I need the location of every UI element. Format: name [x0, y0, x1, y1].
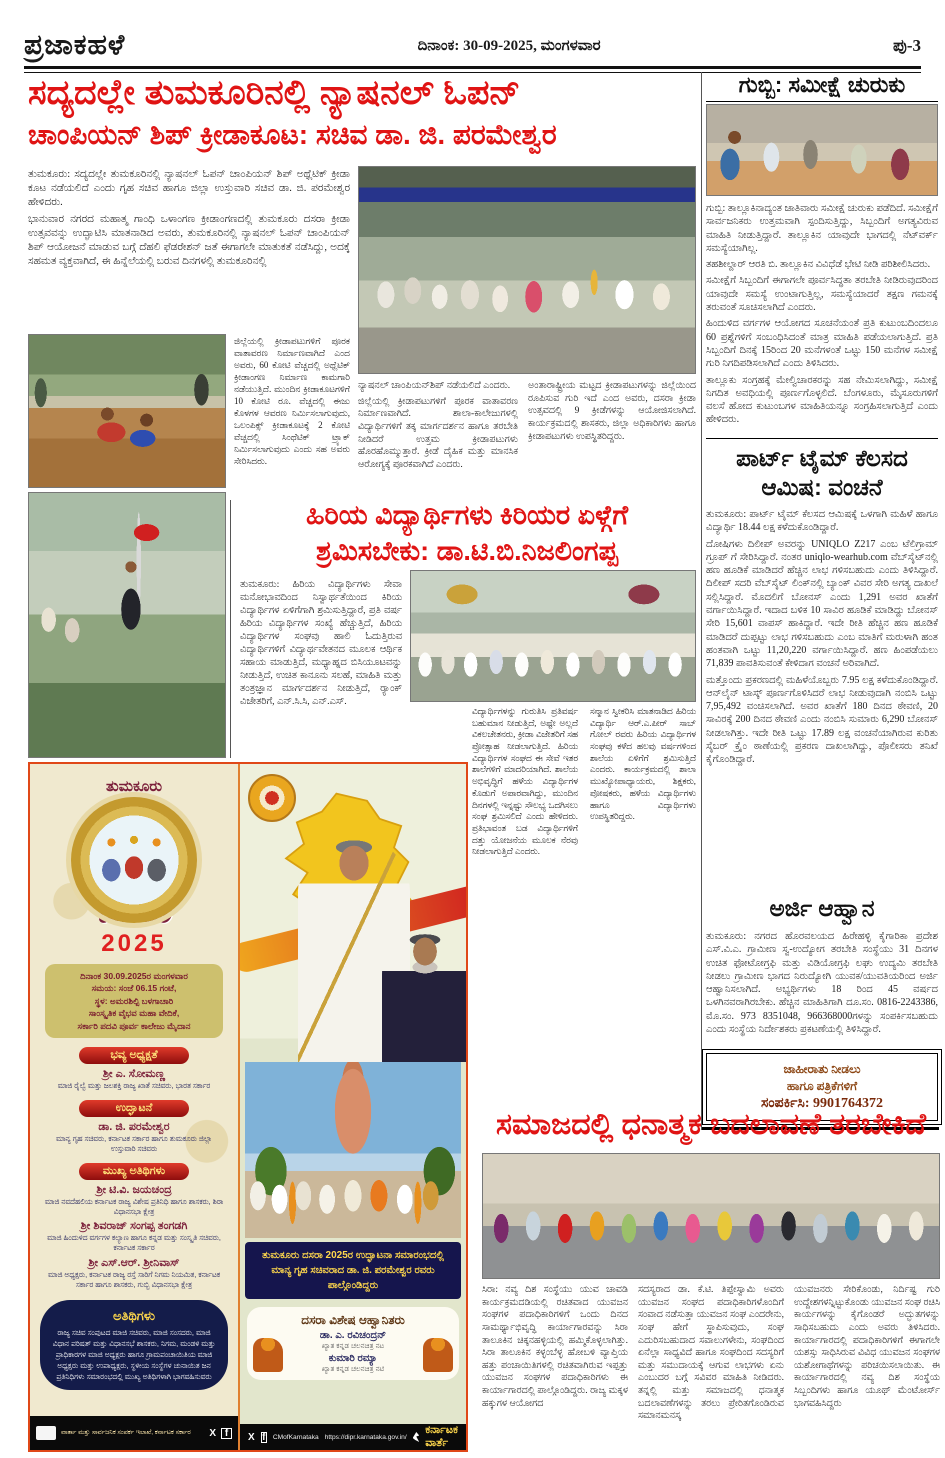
- ad-right-panel: [240, 764, 466, 1450]
- body-text: ಸಿರಾ: ನವ್ಯ ದಿಶ ಸಂಸ್ಥೆಯು ಯುವ ಚಾವಡಿ ಕಾರ್ಯಕ್ರಮದಡಿಯಲ್ಲಿ ರಚಿತವಾದ ಯುವಜನ ಸಂಘಗಳ ಪದಾಧಿಕಾರಿಗಳಿಗೆ ಒಂದು ದಿನದ ಸಾಮರ್ಥ್ಯಾಭಿವೃದ್ಧಿ ಕಾರ್ಯಾಗಾರವನ್ನು ಸಿರಾ ತಾಲೂಕಿನ ಚಿಕ್ಕನಹಳ್ಳಿಯಲ್ಲಿ ಹಮ್ಮಿಕೊಳ್ಳಲಾಗಿತ್ತು. ಸಿರಾ ತಾಲೂಕಿನ ಕಳ್ಳಂಬೆಳ್ಳ ಹೋಬಳಿ ವ್ಯಾಪ್ತಿಯ ಹತ್ತು ಪಂಚಾಯಿತಿಗಳಲ್ಲಿ ರಚಿತವಾಗಿರುವ ಇಪ್ಪತ್ತು ಯುವಜನ ಸಂಘಗಳ ಪದಾಧಿಕಾರಿಗಳು ಈ ಕಾರ್ಯಾಗಾರದಲ್ಲಿ ಪಾಲ್ಗೊಂಡಿದ್ದರು. ರಾಜ್ಯ ಮಕ್ಕಳ ಹಕ್ಕುಗಳ ಆಯೋಗದ: [482, 1285, 628, 1409]
- x-icon: X: [248, 1431, 255, 1443]
- main-headline-line2: ಚಾಂಪಿಯನ್ ಶಿಪ್ ಕ್ರೀಡಾಕೂಟ: ಸಚಿವ ಡಾ. ಜಿ. ಪರಮೇಶ್ವರ: [28, 119, 557, 150]
- ad-event-details: [45, 964, 223, 1038]
- ad-time: ಸಮಯ: ಸಂಜೆ 06.15 ಗಂಟೆ,: [91, 983, 177, 994]
- main-article-col-b: [528, 380, 696, 492]
- body-text: ಜಿಲ್ಲೆಯಲ್ಲಿ ಕ್ರೀಡಾಪಟುಗಳಿಗೆ ಪೂರಕ ವಾತಾವರಣ ನಿರ್ಮಾಣವಾಗಿದೆ. ಶಾಲಾ-ಕಾಲೇಜುಗಳಲ್ಲಿ ವಿದ್ಯಾರ್ಥಿಗಳಿಗೆ ತಕ್ಕ ಮಾರ್ಗದರ್ಶನ ಹಾಗೂ ತರಬೇತಿ ನೀಡಿದರೆ ಉತ್ತಮ ಕ್ರೀಡಾಪಟುಗಳು ಹೊರಹೊಮ್ಮುತ್ತಾರೆ. ಕ್ರೀಡೆ ದೈಹಿಕ ಮತ್ತು ಮಾನಸಿಕ ಆರೋಗ್ಯಕ್ಕೆ ಪೂರಕವಾಗಿದೆ ಎಂದರು.: [358, 396, 518, 470]
- invitee1-desc: ಖ್ಯಾತ ಕನ್ನಡ ಚಲನಚಿತ್ರ ನಟ: [321, 1341, 385, 1350]
- ad-guest1-name: ಶ್ರೀ ಟಿ.ವಿ. ಜಯಚಂದ್ರ: [96, 1183, 172, 1196]
- bottom-headline: ಸಮಾಜದಲ್ಲಿ ಧನಾತ್ಮಕ ಬದಲಾವಣೆ ತರಬೇಕಿದೆ: [496, 1108, 926, 1141]
- paper-title: ಪ್ರಜಾಕಹಳೆ: [24, 30, 126, 61]
- photo-wrestling-match: [28, 334, 226, 488]
- parttime-headline-line1: ಪಾರ್ಟ್ ಟೈಮ್ ಕೆಲಸದ: [736, 445, 908, 471]
- elephants-icon: [71, 797, 197, 923]
- ad-guest3-name: ಶ್ರೀ ಎಸ್.ಆರ್. ಶ್ರೀನಿವಾಸ್: [88, 1257, 180, 1270]
- body-text: ತುಮಕೂರು: ಸದ್ಯದಲ್ಲೇ ತುಮಕೂರಿನಲ್ಲಿ ನ್ಯಾಷನಲ್ ಓಪನ್ ಚಾಂಪಿಯನ್ ಶಿಪ್ ಅಥ್ಲೆಟಿಕ್ ಕ್ರೀಡಾ ಕೂಟ ನಡೆಯಲಿದೆ ಎಂದು ಗೃಹ ಸಚಿವ ಹಾಗೂ ಜಿಲ್ಲಾ ಉಸ್ತುವಾರಿ ಸಚಿವ ಡಾ. ಜಿ. ಪರಮೇಶ್ವರ ಹೇಳಿದರು.: [28, 169, 350, 208]
- body-text: ಭಾನುವಾರ ನಗರದ ಮಹಾತ್ಮ ಗಾಂಧಿ ಒಳಾಂಗಣ ಕ್ರೀಡಾಂಗಣದಲ್ಲಿ ತುಮಕೂರು ದಸರಾ ಕ್ರೀಡಾ ಉತ್ಸವವನ್ನು ಉದ್ಘಾಟಿಸಿ ಮಾತನಾಡಿದ ಅವರು, ತುಮಕೂರಿನಲ್ಲಿ ನ್ಯಾಷನಲ್ ಓಪನ್ ಚಾಂಪಿಯನ್ ಶಿಪ್ ಆಯೋಜನೆ ಮಾಡುವ ಬಗ್ಗೆ ದೆಹಲಿ ಫೆಡರೇಶನ್ ಜತೆ ಈಗಾಗಲೇ ಮಾತುಕತೆ ನಡೆಸಿದ್ದು, ಅದಕ್ಕೆ ಸಹಮತ ವ್ಯಕ್ತವಾಗಿದೆ, ಈ ಹಿನ್ನೆಲೆಯಲ್ಲಿ ಬರುವ ದಿನಗಳಲ್ಲಿ ತುಮಕೂರಿನಲ್ಲಿ: [28, 213, 350, 267]
- body-text: ವಿದ್ಯಾರ್ಥಿಗಳನ್ನು ಗುರುತಿಸಿ ಪ್ರತಿವರ್ಷ ಬಹುಮಾನ ನೀಡುತ್ತಿದೆ, ಅಷ್ಟೇ ಅಲ್ಲದೆ ವಿಕಲಚೇತನರು, ಕ್ರೀಡಾ ವಿಜೇತರಿಗೆ ಸಹ ಪ್ರೋತ್ಸಾಹ ನೀಡಲಾಗುತ್ತಿದೆ. ಹಿರಿಯ ವಿದ್ಯಾರ್ಥಿಗಳ ಸಂಘದ ಈ ಸೇವೆ ಇತರ ಶಾಲೆಗಳಿಗೆ ಮಾದರಿಯಾಗಿದೆ. ಶಾಲೆಯ ಅಭಿವೃದ್ಧಿಗೆ ಹಳೆಯ ವಿದ್ಯಾರ್ಥಿಗಳ ಕೊಡುಗೆ ಅಪಾರವಾಗಿದ್ದು, ಮುಂದಿನ ದಿನಗಳಲ್ಲಿ ಇನ್ನಷ್ಟು ಸೌಲಭ್ಯ ಒದಗಿಸಲು ಸಂಘ ಶ್ರಮಿಸಲಿದೆ ಎಂದು ಹೇಳಿದರು. ಪ್ರತಿಭಾವಂತ ಬಡ ವಿದ್ಯಾರ್ಥಿಗಳಿಗೆ ದತ್ತು ಯೋಜನೆಯ ಮೂಲಕ ನೆರವು ನೀಡಲಾಗುತ್ತಿದೆ ಎಂದರು.: [472, 706, 578, 857]
- ad-guest2-desc: ಮಾಜಿ ಹಿಂದುಳಿದ ವರ್ಗಗಳ ಕಲ್ಯಾಣ ಹಾಗೂ ಕನ್ನಡ ಮತ್ತು ಸಂಸ್ಕೃತಿ ಸಚಿವರು, ಕರ್ನಾಟಕ ಸರ್ಕಾರ: [47, 1233, 221, 1253]
- body-text: ತುಮಕೂರು: ಹಿರಿಯ ವಿದ್ಯಾರ್ಥಿಗಳು ಸೇವಾ ಮನೋಭಾವದಿಂದ ನಿಸ್ವಾರ್ಥತೆಯಿಂದ ಕಿರಿಯ ವಿದ್ಯಾರ್ಥಿಗಳ ಏಳಿಗೆಗಾಗಿ ಶ್ರಮಿಸುತ್ತಿದ್ದಾರೆ, ಪ್ರತಿ ವರ್ಷ ಹಿರಿಯ ವಿದ್ಯಾರ್ಥಿಗಳ ಸಂಖ್ಯೆ ಹೆಚ್ಚುತ್ತಿದೆ, ಹಿರಿಯ ವಿದ್ಯಾರ್ಥಿಗಳ ಸಂಘವು ಹಾಲಿ ಓದುತ್ತಿರುವ ವಿದ್ಯಾರ್ಥಿಗಳಿಗೆ ವಿದ್ಯಾರ್ಥವೇತನದ ಮೂಲಕ ಆರ್ಥಿಕ ಸಹಾಯ ಮಾಡುತ್ತಿದೆ, ಮಧ್ಯಾಹ್ನದ ಬಿಸಿಯೂಟವನ್ನು ನೀಡುತ್ತಿದೆ, ಉಚಿತ ಕಾನೂನು ಸಲಹೆ, ಮಾಹಿತಿ ಮತ್ತು ತಂತ್ರಜ್ಞಾನ ಮಾರ್ಗದರ್ಶನ ನೀಡುತ್ತಿದೆ, ರ‍್ಯಾಂಕ್ ವಿಜೇತರಿಗೆ, ಎನ್.ಸಿ.ಸಿ, ಎನ್.ಎಸ್.: [240, 579, 402, 708]
- dipr-url: https://dipr.karnataka.gov.in/: [324, 1433, 407, 1441]
- divider: [706, 438, 938, 439]
- ad-guests-title: ಅತಿಥಿಗಳು: [112, 1307, 156, 1323]
- x-icon: X: [209, 1427, 216, 1439]
- body-text: ತುಮಕೂರು: ನಗರದ ಹೊರವಲಯದ ಹಿರೇಹಳ್ಳಿ ಕೈಗಾರಿಕಾ ಪ್ರದೇಶ ಎಸ್.ವಿ.ಎ. ಗ್ರಾಮೀಣ ಸ್ವ-ಉದ್ಯೋಗ ತರಬೇತಿ ಸಂಸ್ಥೆಯು 31 ದಿನಗಳ ಉಚಿತ ಫೋಟೋಗ್ರಫಿ ಮತ್ತು ವಿಡಿಯೋಗ್ರಫಿ ಲಘು ಉದ್ಯಮಿ ತರಬೇತಿ ನೀಡಲು ಗ್ರಾಮೀಣ ಭಾಗದ ನಿರುದ್ಯೋಗಿ ಯುವಕ/ಯುವತಿಯರಿಂದ ಅರ್ಜಿ ಆಹ್ವಾನಿಸಲಾಗಿದೆ. ಅಭ್ಯರ್ಥಿಗಳು 18 ರಿಂದ 45 ವರ್ಷದ ಒಳಗಿನವರಾಗಿರಬೇಕು. ಹೆಚ್ಚಿನ ಮಾಹಿತಿಗಾಗಿ ದೂ.ಸಂ. 0816-2243386, ಮೊ.ಸಂ. 973 8351048, 966368000ಗಳನ್ನು ಸಂಪರ್ಕಿಸಬಹುದು ಎಂದು ಸಂಸ್ಥೆಯ ನಿರ್ದೇಶಕರು ಪ್ರಕಟಣೆಯಲ್ಲಿ ತಿಳಿಸಿದ್ದಾರೆ.: [706, 931, 938, 1036]
- ad-guests-text: ರಾಜ್ಯ ಸಚಿವ ಸಂಪುಟದ ಮಾಜಿ ಸಚಿವರು, ಮಾಜಿ ಸಂಸದರು, ಮಾಜಿ ವಿಧಾನ ಪರಿಷತ್ ಮತ್ತು ವಿಧಾನಸಭೆ ಶಾಸಕರು, ನಿಗಮ, ಮಂಡಳಿ ಮತ್ತು ಪ್ರಾಧಿಕಾರಗಳ ಮಾಜಿ ಅಧ್ಯಕ್ಷರು ಹಾಗೂ ಗ್ರಾಮಪಂಚಾಯಿತಿಯ ಮಾಜಿ ಅಧ್ಯಕ್ಷರು ಮತ್ತು ಉಪಾಧ್ಯಕ್ಷರು, ಸ್ಥಳೀಯ ಸಂಸ್ಥೆಗಳ ಚುನಾಯಿತ ಜನ ಪ್ರತಿನಿಧಿಗಳು ಸಮಾರಂಭದಲ್ಲಿ ಮುಖ್ಯ ಅತಿಥಿಗಳಾಗಿ ಭಾಗವಹಿಸುವರು: [52, 1327, 216, 1382]
- masthead: [24, 28, 921, 64]
- invitee2-name: ಕುಮಾರಿ ರಮ್ಯಾ: [328, 1353, 378, 1364]
- ad-footer-note: ವಾರ್ತಾ ಮತ್ತು ಸಾರ್ವಜನಿಕ ಸಂಪರ್ಕ ಇಲಾಖೆ, ಕರ್ನಾಟಕ ಸರ್ಕಾರ: [61, 1428, 191, 1436]
- contact-line1: ಜಾಹೀರಾತು ನೀಡಲು: [783, 1062, 861, 1076]
- senior-headline-line1: ಹಿರಿಯ ವಿದ್ಯಾರ್ಥಿಗಳು ಕಿರಿಯರ ಏಳ್ಗೆಗೆ: [305, 500, 629, 530]
- body-text: ತಾಲ್ಲೂಕು ಸಂಗ್ರಹಕ್ಕೆ ಮೇಲ್ವಿಚಾರಕರನ್ನು ಸಹ ನೇಮಿಸಲಾಗಿದ್ದು, ಸಮೀಕ್ಷೆ ನಿಗದಿತ ಅವಧಿಯಲ್ಲಿ ಪೂರ್ಣಗೊಳ್ಳಲಿದೆ. ಬೆಂಗಳೂರು, ಮೈಸೂರುಗಳಿಗೆ ವಲಸೆ ಹೋದ ಕುಟುಂಬಗಳ ಮಾಹಿತಿಯನ್ನೂ ಸಂಗ್ರಹಿಸಲಾಗುತ್ತಿದೆ ಎಂದು ಹೇಳಿದರು.: [706, 374, 938, 426]
- application-headline: ಅರ್ಜಿ ಆಹ್ವಾನ: [769, 895, 875, 921]
- photo-survey-officials: [706, 104, 938, 196]
- elephant-medallion: [71, 797, 197, 923]
- ad-guests-panel: [40, 1300, 228, 1391]
- elephant-icon: [253, 1338, 283, 1372]
- portrait-deputy-chief-minister: [382, 932, 466, 1062]
- senior-article-col3: [590, 706, 696, 1120]
- application-article-body: [706, 930, 938, 1048]
- body-text: ಮತ್ತೊಂದು ಪ್ರಕರಣದಲ್ಲಿ ಮಹಿಳೆಯೊಬ್ಬರು 7.95 ಲಕ್ಷ ಕಳೆದುಕೊಂಡಿದ್ದಾರೆ. ಆನ್‌ಲೈನ್ ಟಾಸ್ಕ್ ಪೂರ್ಣಗೊಳಿಸಿದರೆ ಲಾಭ ನೀಡುವುದಾಗಿ ನಂಬಿಸಿ ಒಟ್ಟು 7,95,492 ವಂಚಿಸಲಾಗಿದೆ. ಅವರ ಖಾತೆಗೆ 180 ದಿನದ ಠೇವಣಿ, 20 ಸಾವಿರಕ್ಕೆ 200 ದಿನದ ಠೇವಣಿ ಎಂದು ನಂಬಿಸಿ ಸುಮಾರು 6,290 ಬೋನಸ್ ನೀಡಲಾಗಿತ್ತು. ಇದೇ ರೀತಿ ಒಟ್ಟು 17.89 ಲಕ್ಷ ವಂಚನೆಯಾಗಿರುವ ಕುರಿತು ಸೈಬರ್ ಕ್ರೈಂ ಠಾಣೆಯಲ್ಲಿ ಪ್ರಕರಣ ದಾಖಲಾಗಿದ್ದು, ಪೊಲೀಸರು ತನಿಖೆ ಕೈಗೊಂಡಿದ್ದಾರೆ.: [706, 674, 938, 766]
- photo-youth-workshop-group: [482, 1153, 940, 1279]
- body-text: ಸನ್ಮಾನ ಸ್ವೀಕರಿಸಿ ಮಾತನಾಡಿದ ಹಿರಿಯ ವಿದ್ಯಾರ್ಥಿ ಆರ್.ಎ.ಪೀರ್ ಸಾಬ್ ಗೋಲ್ ರವರು ಹಿರಿಯ ವಿದ್ಯಾರ್ಥಿಗಳ ಸಂಘವು ಕಳೆದ ಹಲವು ವರ್ಷಗಳಿಂದ ಶಾಲೆಯ ಏಳಿಗೆಗೆ ಶ್ರಮಿಸುತ್ತಿದೆ ಎಂದರು. ಕಾರ್ಯಕ್ರಮದಲ್ಲಿ ಶಾಲಾ ಮುಖ್ಯೋಪಾಧ್ಯಾಯರು, ಶಿಕ್ಷಕರು, ಪೋಷಕರು, ಹಳೆಯ ವಿದ್ಯಾರ್ಥಿಗಳು ಹಾಗೂ ವಿದ್ಯಾರ್ಥಿಗಳು ಉಪಸ್ಥಿತರಿದ್ದರು.: [590, 706, 696, 822]
- facebook-icon: f: [262, 1431, 266, 1443]
- ad-guest1-desc: ಮಾಜಿ ನವದೆಹಲಿಯ ಕರ್ನಾಟಕ ರಾಜ್ಯ ವಿಶೇಷ ಪ್ರತಿನಿಧಿ ಹಾಗೂ ಶಾಸಕರು, ಶಿರಾ ವಿಧಾನಸಭಾ ಕ್ಷೇತ್ರ: [44, 1196, 224, 1216]
- body-text: ಹಿಂದುಳಿದ ವರ್ಗಗಳ ಆಯೋಗದ ಸೂಚನೆಯಂತೆ ಪ್ರತಿ ಕುಟುಂಬದಿಂದಲೂ 60 ಪ್ರಶ್ನೆಗಳಿಗೆ ಸಂಬಂಧಿಸಿದಂತೆ ಮಾತ್ರ ಮಾಹಿತಿ ಪಡೆಯಲಾಗುತ್ತಿದೆ. ಪ್ರತಿ ಸಿಬ್ಬಂದಿಗೆ ದಿನಕ್ಕೆ 15ರಿಂದ 20 ಮನೆಗಳಂತೆ ಒಟ್ಟು 150 ಮನೆಗಳ ಸಮೀಕ್ಷೆ ಗುರಿ ನಿಗದಿಪಡಿಸಲಾಗಿದೆ ಎಂದು ತಿಳಿಸಿದರು.: [706, 318, 938, 370]
- column-divider: [701, 72, 702, 1130]
- karnataka-map-zone: [240, 764, 466, 1062]
- senior-article-col2: [472, 706, 578, 1120]
- parttime-article-body: [706, 508, 938, 890]
- ad-photo-caption-box: [245, 1242, 461, 1299]
- ad-year: 2025: [101, 930, 167, 957]
- bottom-article-col1: [482, 1284, 628, 1454]
- government-emblem-icon: [36, 1426, 56, 1440]
- dateline: ದಿನಾಂಕ: 30-09-2025, ಮಂಗಳವಾರ: [417, 38, 601, 54]
- invitees-title: ದಸರಾ ವಿಶೇಷ ಆಹ್ವಾನಿತರು: [301, 1313, 405, 1327]
- senior-article-col1: [240, 578, 402, 756]
- ad-right-footer: [240, 1424, 466, 1450]
- body-text: ಸಮೀಕ್ಷೆಗೆ ಸಿಬ್ಬಂದಿಗೆ ಈಗಾಗಲೇ ಪೂರ್ವಸಿದ್ಧತಾ ತರಬೇತಿ ನೀಡಿರುವುದರಿಂದ ಯಾವುದೇ ಸಮಸ್ಯೆ ಉಂಟಾಗುತ್ತಿಲ್ಲ, ಸಮಸ್ಯೆಯಾದರೆ ತಕ್ಷಣ ಗಮನಕ್ಕೆ ತರುವಂತೆ ಸೂಚಿಸಲಾಗಿದೆ ಎಂದರು.: [706, 275, 938, 314]
- body-text: ಸದಸ್ಯರಾದ ಡಾ. ಕೆ.ಟಿ. ತಿಪ್ಪೇಸ್ವಾಮಿ ಅವರು ಯುವಜನ ಸಂಘದ ಪದಾಧಿಕಾರಿಗಳೊಂದಿಗೆ ಸಂವಾದ ನಡೆಸುತ್ತಾ ಯುವಜನ ಸಂಘ ಎಂದರೇನು, ಸಂಘ ಹೇಗೆ ಸ್ಥಾಪಿಸುವುದು, ಸಂಘ ಎದುರಿಸಬಹುದಾದ ಸವಾಲುಗಳೇನು, ಸಂಘದಿಂದ ಏನೆಲ್ಲಾ ಸಾಧ್ಯವಿದೆ ಹಾಗೂ ಸಂಘದಿಂದ ಸದಸ್ಯರಿಗೆ ಮತ್ತು ಸಮುದಾಯಕ್ಕೆ ಆಗುವ ಲಾಭಗಳು ಏನು ಎಂಬುದರ ಬಗ್ಗೆ ಸವಿವರ ಮಾಹಿತಿ ನೀಡಿದರು. ತನ್ನಲ್ಲಿ ಮತ್ತು ಸಮಾಜದಲ್ಲಿ ಧನಾತ್ಮಕ ಬದಲಾವಣೆಗಳನ್ನು ತರಲು ಪ್ರೇರಿತಗೊಂಡಿರುವ ಸಮಾನಮನಸ್ಕ: [638, 1285, 784, 1422]
- ad-left-panel: [30, 764, 240, 1450]
- page-number: ಪು-3: [893, 36, 921, 55]
- main-headline-line1: ಸದ್ಯದಲ್ಲೇ ತುಮಕೂರಿನಲ್ಲಿ ನ್ಯಾಷನಲ್ ಓಪನ್: [28, 73, 521, 112]
- social-handle: CMofKarnataka: [272, 1433, 319, 1441]
- body-text: ತಹಶೀಲ್ದಾರ್ ಆರತಿ ಬಿ. ತಾಲ್ಲೂಕಿನ ವಿವಿಧೆಡೆ ಭೇಟಿ ನೀಡಿ ಪರಿಶೀಲಿಸಿದರು.: [706, 259, 931, 271]
- ad-inaugurator-name: ಡಾ. ಜಿ. ಪರಮೇಶ್ವರ: [98, 1121, 170, 1134]
- photo-flag-hoisting: [28, 492, 226, 758]
- parttime-headline: [706, 444, 938, 502]
- ad-presiding-desc: ಮಾಜಿ ರೈಲ್ವೆ ಮತ್ತು ಜಲಶಕ್ತಿ ರಾಜ್ಯ ಖಾತೆ ಸಚಿವರು, ಭಾರತ ಸರ್ಕಾರ: [57, 1081, 211, 1091]
- ad-date: ದಿನಾಂಕ 30.09.2025ರ ಮಂಗಳವಾರ: [80, 971, 188, 981]
- ad-photo-caption: ತುಮಕೂರು ದಸರಾ 2025ರ ಉದ್ಘಾಟನಾ ಸಮಾರಂಭದಲ್ಲಿ ಮಾನ್ಯ ಗೃಹ ಸಚಿವರಾದ ಡಾ. ಜಿ. ಪರಮೇಶ್ವರ ರವರು ಪಾಲ್ಗೊಂಡಿದ್ದರು: [262, 1250, 444, 1291]
- bottom-article-col3: [794, 1284, 940, 1454]
- karnataka-government-seal: [248, 774, 296, 822]
- ad-inaugurator-desc: ಮಾನ್ಯ ಗೃಹ ಸಚಿವರು, ಕರ್ನಾಟಕ ಸರ್ಕಾರ ಹಾಗೂ ತುಮಕೂರು ಜಿಲ್ಲಾ ಉಸ್ತುವಾರಿ ಸಚಿವರು: [56, 1134, 212, 1153]
- body-text: ಜಿಲ್ಲೆಯಲ್ಲಿ ಕ್ರೀಡಾಪಟುಗಳಿಗೆ ಪೂರಕ ವಾತಾವರಣ ನಿರ್ಮಾಣವಾಗಿದೆ ಎಂದ ಅವರು, 60 ಕೋಟಿ ವೆಚ್ಚದಲ್ಲಿ ಅಥ್ಲೆಟಿಕ್ ಕ್ರೀಡಾಂಗಣ ನಿರ್ಮಾಣ ಕಾಮಗಾರಿ ನಡೆಯುತ್ತಿದೆ. ಮುಂದಿನ ಕ್ರೀಡಾಕೂಟಗಳಿಗೆ 10 ಕೋಟಿ ರೂ. ವೆಚ್ಚದಲ್ಲಿ ಈಜು ಕೊಳಗಳ ಆವರಣ ನಿರ್ಮಿಸಲಾಗುವುದು, ಒಲಂಪಿಕ್ಸ್ ಕ್ರೀಡಾಕೂಟಕ್ಕೆ 2 ಕೋಟಿ ವೆಚ್ಚದಲ್ಲಿ ಸಿಂಥೆಟಿಕ್ ಟ್ರ್ಯಾಕ್ ನಿರ್ಮಿಸಲಾಗುವುದು ಎಂದು ಸಹ ಅವರು ಸೇರಿಸಿದರು.: [234, 336, 350, 466]
- body-text: ಗುಬ್ಬಿ: ತಾಲ್ಲೂಕಿನಾದ್ಯಂತ ಜಾತಿವಾರು ಸಮೀಕ್ಷೆ ಚುರುಕು ಪಡೆದಿದೆ. ಸಮೀಕ್ಷೆಗೆ ಸಾರ್ವಜನಿಕರು ಉತ್ತಮವಾಗಿ ಸ್ಪಂದಿಸುತ್ತಿದ್ದು, ಸಿಬ್ಬಂದಿಗೆ ಅಗತ್ಯವಿರುವ ಮಾಹಿತಿ ನೀಡುತ್ತಿದ್ದಾರೆ. ತಾಲ್ಲೂಕಿನ ಯಾವುದೇ ಭಾಗದಲ್ಲಿ ನೆಟ್‌ವರ್ಕ್ ಸಮಸ್ಯೆಯಾಗಿಲ್ಲ.: [706, 203, 938, 254]
- karnataka-varthe-logo-icon: [413, 1432, 420, 1442]
- main-article-lead: [28, 168, 350, 330]
- ad-section-inauguration: ಉದ್ಘಾಟನೆ: [79, 1100, 189, 1117]
- ad-venue-line3: ಸರ್ಕಾರಿ ಪದವಿ ಪೂರ್ವ ಕಾಲೇಜು ಮೈದಾನ: [77, 1020, 191, 1031]
- main-article-col-narrow: [234, 336, 350, 490]
- ad-guest3-desc: ಮಾಜಿ ಅಧ್ಯಕ್ಷರು, ಕರ್ನಾಟಕ ರಾಜ್ಯ ರಸ್ತೆ ಸಾರಿಗೆ ನಿಗಮ ನಿಯಮಿತ, ಕರ್ನಾಟಕ ಸರ್ಕಾರ ಹಾಗೂ ಶಾಸಕರು, ಗುಬ್ಬಿ ವಿಧಾನಸಭಾ ಕ್ಷೇತ್ರ: [47, 1270, 221, 1290]
- gubbi-headline: ಗುಬ್ಬಿ: ಸಮೀಕ್ಷೆ ಚುರುಕು: [706, 72, 938, 102]
- ad-left-footer: [30, 1416, 238, 1450]
- photo-caption: ನ್ಯಾಷನಲ್ ಚಾಂಪಿಯನ್‌ಶಿಪ್ ನಡೆಯಲಿದೆ ಎಂದರು.: [358, 381, 511, 391]
- contact-phone: ಸಂಪರ್ಕಿಸಿ: 9901764372: [760, 1096, 883, 1111]
- ad-city: ತುಮಕೂರು: [105, 778, 162, 795]
- contact-line2: ಹಾಗೂ ಪತ್ರಿಕೆಗಳಿಗೆ: [786, 1079, 858, 1093]
- body-text: ದೋಷಿಗಳು ದಿಲೀಪ್ ಅವರನ್ನು UNIQLO Z217 ಎಂಬ ಟೆಲಿಗ್ರಾಮ್ ಗ್ರೂಪ್ ಗೆ ಸೇರಿಸಿದ್ದಾರೆ. ನಂತರ uniqlo-wearhub.com ವೆಬ್‌ಸೈಟ್‌ನಲ್ಲಿ ಹಣ ಹೂಡಿಕೆ ಮಾಡಿದರೆ ಹೆಚ್ಚಿನ ಲಾಭ ಗಳಿಸಬಹುದು ಎಂದು ತಿಳಿಸಿದ್ದಾರೆ. ದಿಲೀಪ್ ಸದರಿ ವೆಬ್‌ಸೈಟ್ ಲಿಂಕ್‌ನಲ್ಲಿ ಬ್ಯಾಂಕ್ ವಿವರ ಸೇರಿ ಅಗತ್ಯ ದಾಖಲೆ ಸಲ್ಲಿಸಿದ್ದಾರೆ. ಮೊದಲಿಗೆ ಬೋನಸ್ ಎಂದು 1,291 ಅವರ ಖಾತೆಗೆ ವರ್ಗಾಯಿಸಿದ್ದಾರೆ. ಇದಾದ ಬಳಿಕ 10 ಸಾವಿರ ಹೂಡಿಕೆ ಮಾಡಿದ್ದು ಬೋನಸ್ ಸೇರಿ 15,601 ವಾಪಸ್ ಹಾಕಿದ್ದಾರೆ. ಇದೇ ರೀತಿ ಹೆಚ್ಚಿನ ಹಣ ಹೂಡಿಕೆ ಮಾಡಿದರೆ ದುಪ್ಪಟ್ಟು ಲಾಭ ಗಳಿಸಬಹುದು ಎಂಬ ಮಾತಿಗೆ ಮರುಳಾಗಿ ಹಂತ ಹಂತವಾಗಿ ಒಟ್ಟು 11,20,220 ವರ್ಗಾಯಿಸಿದ್ದಾರೆ. ಹಣ ಹಿಂಪಡೆಯಲು 71,839 ಪಾವತಿಸುವಂತೆ ಕೇಳಿದಾಗ ವಂಚನೆ ಅರಿವಾಗಿದೆ.: [706, 538, 938, 670]
- ad-section-chief-guests: ಮುಖ್ಯ ಅತಿಥಿಗಳು: [79, 1163, 189, 1180]
- ad-venue-line2: ಸಾಂಸ್ಕೃತಿಕ ವೈಭವ ಮಹಾ ವೇದಿಕೆ,: [88, 1008, 180, 1019]
- ad-venue-line1: ಸ್ಥಳ: ಅಮರಶಿಲ್ಪಿ ಬಳಗಾಚಾರಿ: [94, 995, 174, 1006]
- body-text: ತುಮಕೂರು: ಪಾರ್ಟ್ ಟೈಮ್ ಕೆಲಸದ ಆಮಿಷಕ್ಕೆ ಒಳಗಾಗಿ ಮಹಿಳೆ ಹಾಗೂ ವಿದ್ಯಾರ್ಥಿ 18.44 ಲಕ್ಷ ಕಳೆದುಕೊಂಡಿದ್ದಾರೆ.: [706, 509, 938, 534]
- photo-temple-inauguration: [245, 1062, 461, 1238]
- photo-seniors-felicitation-group: [410, 570, 696, 702]
- parttime-headline-line2: ಆಮಿಷ: ವಂಚನೆ: [761, 473, 883, 500]
- body-text: ಅಂತಾರಾಷ್ಟ್ರೀಯ ಮಟ್ಟದ ಕ್ರೀಡಾಪಟುಗಳನ್ನು ಜಿಲ್ಲೆಯಿಂದ ರೂಪಿಸುವ ಗುರಿ ಇದೆ ಎಂದ ಅವರು, ದಸರಾ ಕ್ರೀಡಾ ಉತ್ಸವದಲ್ಲಿ 9 ಕ್ರೀಡೆಗಳನ್ನು ಆಯೋಜಿಸಲಾಗಿದೆ. ಕಾರ್ಯಕ್ರಮದಲ್ಲಿ ಶಾಸಕರು, ಜಿಲ್ಲಾ ಅಧಿಕಾರಿಗಳು ಹಾಗೂ ಕ್ರೀಡಾಪಟುಗಳು ಉಪಸ್ಥಿತರಿದ್ದರು.: [528, 381, 696, 442]
- column-divider: [230, 500, 231, 758]
- ad-section-presiding: ಭವ್ಯ ಅಧ್ಯಕ್ಷತೆ: [79, 1047, 189, 1064]
- invitee1-name: ಡಾ. ಎ. ರವಿಚಂದ್ರನ್: [319, 1330, 387, 1341]
- body-text: ಯುವಜನರು ಸೇರಿಕೊಂಡು, ನಿರ್ದಿಷ್ಟ ಗುರಿ ಉದ್ದೇಶಗಳನ್ನಿಟ್ಟುಕೊಂಡು ಯುವಜನ ಸಂಘ ರಚಿಸಿ ಕಾರ್ಯಗಳನ್ನು ಕೈಗೊಂಡರೆ ಅದ್ಭುತಗಳನ್ನು ಸಾಧಿಸಬಹುದು ಎಂದು ಅವರು ತಿಳಿಸಿದರು. ಕಾರ್ಯಾಗಾರದಲ್ಲಿ ಪದಾಧಿಕಾರಿಗಳಿಗೆ ಈಗಾಗಲೇ ಯಶಸ್ಸು ಸಾಧಿಸಿರುವ ವಿವಿಧ ಯುವಜನ ಸಂಘಗಳ ಯಶೋಗಾಥೆಗಳನ್ನು ಪರಿಚಯಿಸಲಾಯಿತು. ಈ ಕಾರ್ಯಾಗಾರದಲ್ಲಿ ನವ್ಯ ದಿಶ ಸಂಸ್ಥೆಯ ಸಿಬ್ಬಂದಿಗಳು ಹಾಗೂ ಯೂಥ್ ಮೆಂಟೋರ್ಸ್ ಭಾಗವಹಿಸಿದ್ದರು: [794, 1285, 940, 1409]
- invitee2-desc: ಖ್ಯಾತ ಕನ್ನಡ ಚಲನಚಿತ್ರ ನಟಿ: [321, 1364, 385, 1373]
- elephant-icon: [423, 1338, 453, 1372]
- facebook-icon: f: [221, 1428, 232, 1439]
- karnataka-varthe-brand: ಕರ್ನಾಟಕ ವಾರ್ತೆ: [425, 1424, 458, 1449]
- bottom-article-col2: [638, 1284, 784, 1454]
- ad-invitees-box: [247, 1307, 459, 1380]
- photo-lamp-lighting-ceremony: [358, 166, 696, 374]
- senior-headline-line2: ಶ್ರಮಿಸಬೇಕು: ಡಾ.ಟಿ.ಬಿ.ನಿಜಲಿಂಗಪ್ಪ: [316, 536, 618, 566]
- main-article-col-a: [358, 380, 518, 492]
- ad-presiding-name: ಶ್ರೀ ಎ. ಸೋಮಣ್ಣ: [102, 1068, 166, 1081]
- gubbi-article-body: [706, 202, 938, 436]
- ad-guest2-name: ಶ್ರೀ ಶಿವರಾಜ್ ಸಂಗಪ್ಪ ತಂಗಡಗಿ: [80, 1220, 188, 1233]
- dasara-advertisement: [28, 762, 468, 1452]
